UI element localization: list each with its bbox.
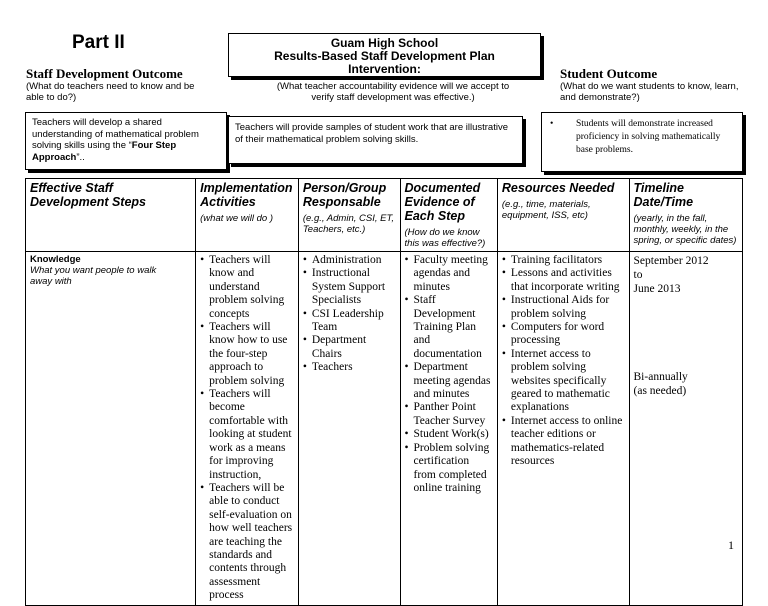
- staff-outcome-text: Teachers will develop a shared understanding of mathematical problem solving skills using the “: [32, 117, 199, 152]
- header-resources: [497, 179, 629, 252]
- list-item: • CSI Leadership Team: [303, 308, 396, 335]
- knowledge-title: Knowledge: [30, 254, 81, 265]
- activities-list: [200, 254, 294, 603]
- header-subtitle: (yearly, in the fall, monthly, weekly, in the spring, or specific dates): [633, 213, 737, 246]
- part-title: Part II: [72, 32, 125, 53]
- plan-name: Results-Based Staff Development Plan: [274, 49, 495, 63]
- header-title: Timeline Date/Time: [633, 181, 694, 209]
- list-item: • Teachers will know how to use the four-step approach to problem solving: [200, 321, 294, 388]
- resources-list: [502, 254, 625, 469]
- header-title: Implementation Activities: [200, 181, 293, 209]
- list-item: • Staff Development Training Plan and documentation: [405, 294, 493, 361]
- timeline-cell: [629, 252, 742, 606]
- evidence-outcome-box: [228, 116, 523, 164]
- staff-outcome-question: (What do teachers need to know and be able to do?): [26, 81, 195, 103]
- list-item: • Instructional Aids for problem solving: [502, 294, 625, 321]
- list-item: • Teachers will know and understand problem solving concepts: [200, 254, 294, 321]
- student-outcome-text: • Students will demonstrate increased proficiency in solving mathematically base problems.: [550, 118, 736, 157]
- table-header-row: [26, 179, 743, 252]
- header-subtitle: (what we will do ): [200, 213, 273, 224]
- timeline-to: to: [633, 269, 643, 281]
- header-title: Documented Evidence of Each Step: [404, 181, 481, 223]
- list-item: • Department meeting agendas and minutes: [405, 361, 493, 401]
- header-evidence: [400, 179, 497, 252]
- activities-cell: [196, 252, 299, 606]
- list-item: • Faculty meeting agendas and minutes: [405, 254, 493, 294]
- timeline-frequency: Bi-annually: [633, 371, 688, 383]
- persons-cell: [298, 252, 400, 606]
- student-outcome-list: [550, 118, 736, 157]
- list-item: • Computers for word processing: [502, 321, 625, 348]
- school-name: Guam High School: [330, 36, 439, 50]
- knowledge-description: What you want people to walk away with: [30, 265, 157, 287]
- list-item: • Teachers will become comfortable with looking at student work as a means for improving instruction,: [200, 388, 294, 482]
- evidence-list: [405, 254, 493, 495]
- list-item: • Panther Point Teacher Survey: [405, 401, 493, 428]
- timeline-end: June 2013: [633, 283, 681, 295]
- header-steps: [26, 179, 196, 252]
- resources-cell: [497, 252, 629, 606]
- list-item: • Teachers will be able to conduct self-evaluation on how well teachers are teaching the standards and contents through assessment process: [200, 482, 294, 603]
- list-item: • Department Chairs: [303, 334, 396, 361]
- four-step-approach: Four Step Approach: [32, 140, 177, 163]
- accountability-question: (What teacher accountability evidence will we accept to verify staff development was effective.): [276, 81, 510, 103]
- header-subtitle: (e.g., Admin, CSI, ET, Teachers, etc.): [302, 213, 395, 235]
- plan-title-box: [228, 33, 541, 77]
- student-outcome-box: [541, 112, 743, 172]
- staff-outcome-box: [25, 112, 227, 170]
- evidence-outcome-text: Teachers will provide samples of student work that are illustrative of their mathematical problem solving skills.: [235, 122, 508, 145]
- header-activities: [196, 179, 299, 252]
- evidence-cell: [400, 252, 497, 606]
- page-number: 1: [728, 538, 734, 552]
- header-title: Person/Group Responsable: [302, 181, 387, 209]
- list-item: • Internet access to problem solving websites specifically geared to mathematic explanations: [502, 348, 625, 415]
- list-item: • Lessons and activities that incorporate writing: [502, 267, 625, 294]
- student-outcome-title: Student Outcome: [560, 66, 658, 81]
- list-item: • Administration: [303, 254, 396, 267]
- list-item: • Training facilitators: [502, 254, 625, 267]
- staff-development-table: [25, 178, 743, 606]
- header-timeline: [629, 179, 742, 252]
- list-item: • Instructional System Support Specialists: [303, 267, 396, 307]
- list-item: • Problem solving certification from completed online training: [405, 442, 493, 496]
- plan-intervention-label: Intervention:: [348, 62, 421, 76]
- persons-list: [303, 254, 396, 375]
- student-outcome-question: (What do we want students to know, learn, and demonstrate?): [560, 81, 739, 103]
- staff-outcome-title: Staff Development Outcome: [26, 66, 183, 81]
- list-item: • Student Work(s): [405, 428, 493, 441]
- knowledge-cell: [26, 252, 196, 606]
- header-title: Effective Staff Development Steps: [30, 181, 147, 209]
- timeline-frequency-note: (as needed): [633, 385, 687, 397]
- staff-outcome-text-end: ”..: [76, 151, 85, 163]
- timeline-start: September 2012: [633, 255, 709, 267]
- header-person: [298, 179, 400, 252]
- list-item: • Internet access to online teacher editions or mathematics-related resources: [502, 415, 625, 469]
- header-subtitle: (How do we know this was effective?): [404, 227, 486, 249]
- list-item: • Teachers: [303, 361, 396, 374]
- header-title: Resources Needed: [501, 181, 615, 195]
- header-subtitle: (e.g., time, materials, equipment, ISS, etc): [501, 199, 591, 221]
- table-row: [26, 252, 743, 606]
